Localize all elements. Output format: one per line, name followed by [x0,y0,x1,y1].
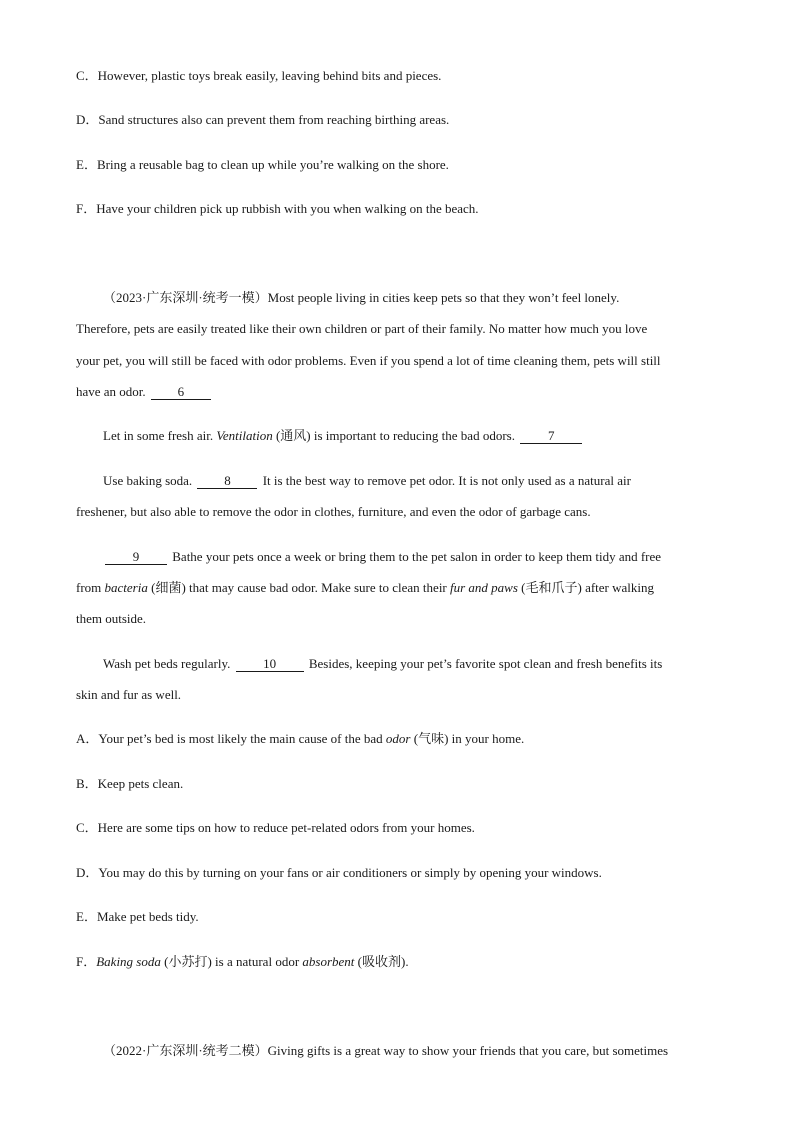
paragraph-bathe-line3: them outside. [76,611,147,626]
paragraph-wash-beds-line1: Wash pet beds regularly. 10 Besides, keeping your pet’s favorite spot clean and fresh benefits its [103,656,663,671]
blank-7[interactable]: 7 [520,429,582,444]
paragraph-bathe-line1: 9 Bathe your pets once a week or bring them to the pet salon in order to keep them tidy and free [103,548,661,566]
option-c-passage2: C．Here are some tips on how to reduce pet-related odors from your homes. [76,820,475,835]
blank-6[interactable]: 6 [151,385,211,400]
passage2-intro-line3: your pet, you will still be faced with odor problems. Even if you spend a lot of time cleaning them, pets will still [76,353,661,368]
paragraph-baking-soda-line2: freshener, but also able to remove the odor in clothes, furniture, and even the odor of garbage cans. [76,504,591,519]
passage2-intro-line4: have an odor. 6 [76,383,213,401]
paragraph-bathe-line2: from bacteria (细菌) that may cause bad odor. Make sure to clean their fur and paws (毛和爪子) after walking [76,580,655,595]
option-e: E．Bring a reusable bag to clean up while you’re walking on the shore. [76,157,449,172]
option-e-passage2: E．Make pet beds tidy. [76,909,199,924]
passage2-source: （2023·广东深圳·统考一模） [103,290,268,305]
option-f: F．Have your children pick up rubbish with you when walking on the beach. [76,201,479,216]
paragraph-wash-beds-line2: skin and fur as well. [76,687,182,702]
option-d-passage2: D．You may do this by turning on your fans or air conditioners or simply by opening your windows. [76,865,602,880]
blank-10[interactable]: 10 [236,657,304,672]
blank-9[interactable]: 9 [105,550,167,565]
paragraph-ventilation: Let in some fresh air. Ventilation (通风) is important to reducing the bad odors. 7 [103,427,584,445]
passage3-intro-line1: （2022·广东深圳·统考二模）Giving gifts is a great way to show your friends that you care, but sometimes [103,1043,669,1058]
option-d: D．Sand structures also can prevent them from reaching birthing areas. [76,112,450,127]
blank-8[interactable]: 8 [197,474,257,489]
option-a: A．Your pet’s bed is most likely the main cause of the bad odor (气味) in your home. [76,731,525,746]
option-f-passage2: F．Baking soda (小苏打) is a natural odor absorbent (吸收剂). [76,954,409,969]
passage3-source: （2022·广东深圳·统考二模） [103,1043,268,1058]
passage2-intro-line1: （2023·广东深圳·统考一模）Most people living in cities keep pets so that they won’t feel lonely. [103,290,620,305]
option-c: C．However, plastic toys break easily, leaving behind bits and pieces. [76,68,442,83]
passage2-intro-line2: Therefore, pets are easily treated like their own children or part of their family. No matter how much you love [76,321,648,336]
option-b: B．Keep pets clean. [76,776,184,791]
paragraph-baking-soda-line1: Use baking soda. 8 It is the best way to remove pet odor. It is not only used as a natural air [103,473,631,488]
